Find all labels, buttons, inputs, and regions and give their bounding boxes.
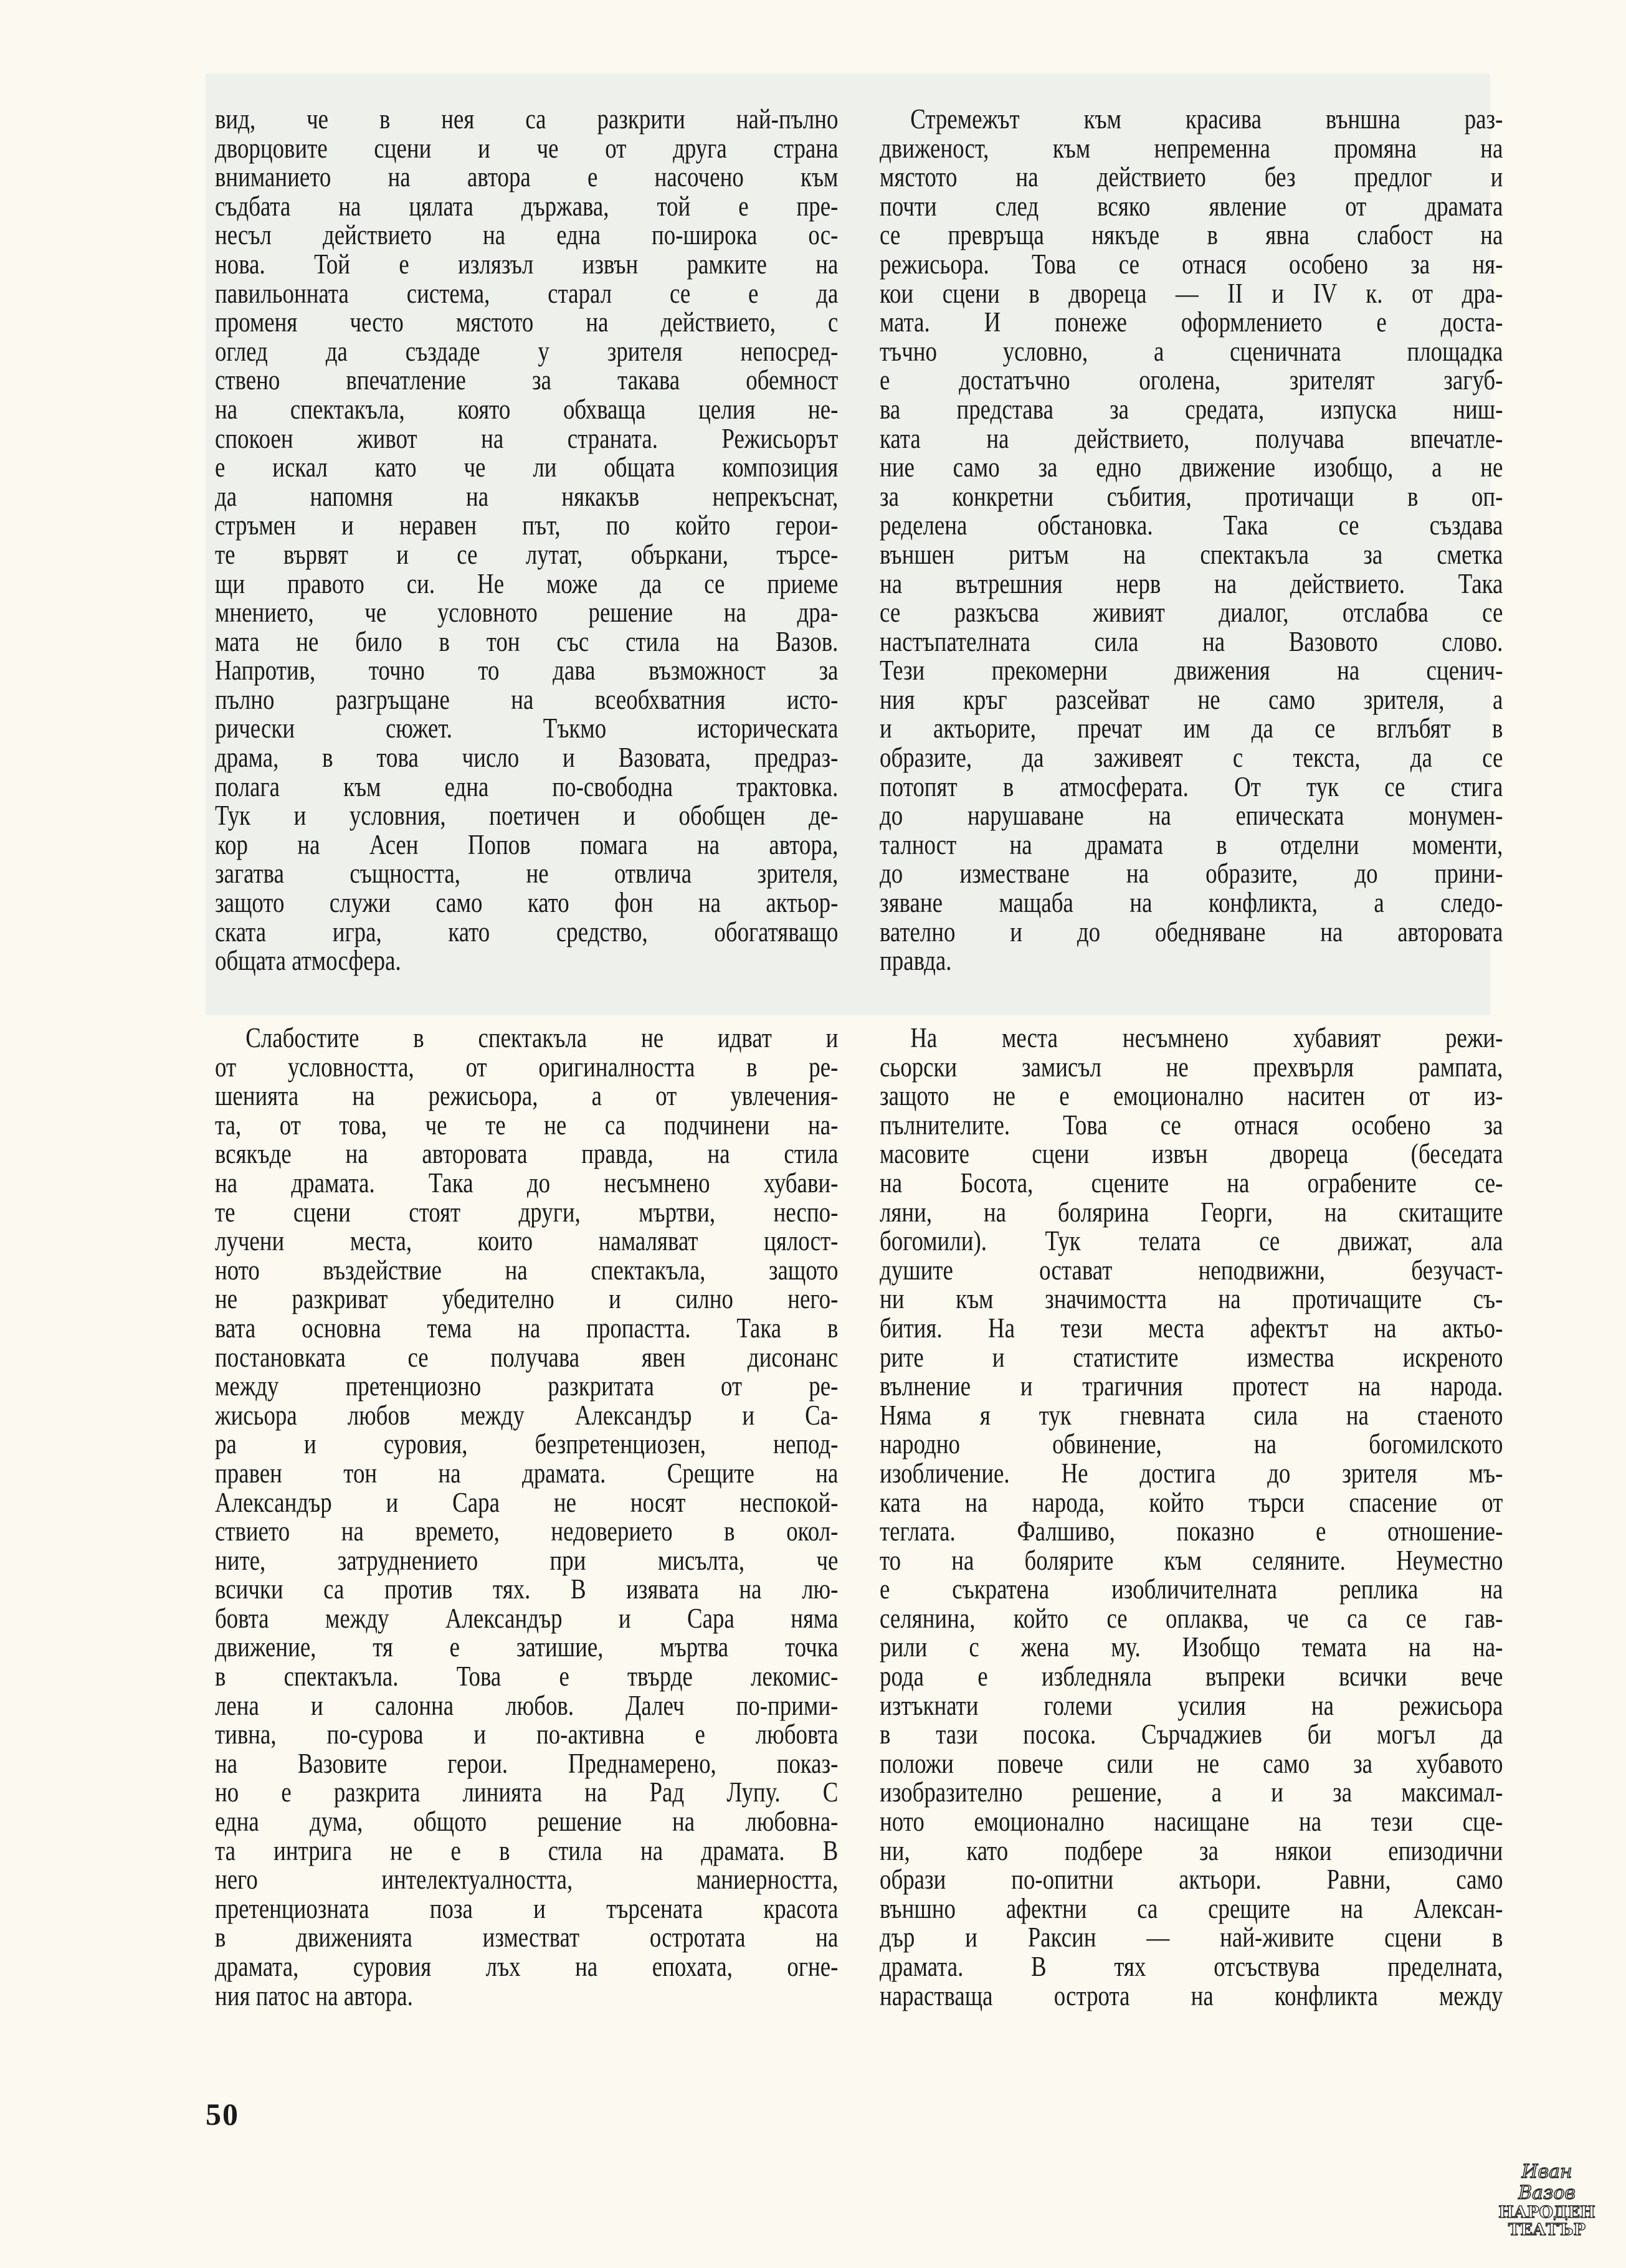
text-line: Няма я тук гневната сила на стаеното: [880, 1399, 1503, 1431]
text-line: в тази посока. Сърчаджиев би могъл да: [880, 1719, 1503, 1750]
text-line: вниманието на автора е насочено към: [215, 161, 839, 193]
text-line: е съкратена изобличителната реплика на: [880, 1573, 1503, 1605]
text-line: на Босота, сцените на ограбените се-: [880, 1167, 1503, 1198]
text-line: Тук и условния, поетичен и обобщен де-: [215, 800, 839, 832]
text-line: талност на драмата в отделни моменти,: [880, 828, 1503, 860]
text-line: почти след всяко явление от драмата: [880, 190, 1503, 222]
text-line: вид, че в нея са разкрити най-пълно: [215, 103, 839, 135]
text-line: Напротив, точно то дава възможност за: [215, 655, 839, 686]
text-line: несъл действието на една по-широка ос-: [215, 219, 839, 251]
text-line: всички са против тях. В изявата на лю-: [215, 1573, 839, 1605]
column-text: [215, 105, 838, 975]
text-line: ределена обстановка. Така се създава: [880, 510, 1503, 541]
text-line: кои сцени в двореца — II и IV к. от дра-: [880, 277, 1503, 309]
text-line: стръмен и неравен път, по който герои-: [215, 510, 839, 541]
text-line: ния патос на автора.: [215, 1980, 413, 2011]
text-line: ствено впечатление за такава обемност: [215, 364, 839, 396]
text-line: та, от това, че те не са подчинени на-: [215, 1109, 839, 1141]
text-line: мнението, че условното решение на дра-: [215, 597, 839, 629]
text-line: дворцовите сцени и че от друга страна: [215, 132, 839, 164]
text-line: теглата. Фалшиво, показно е отношение-: [880, 1516, 1503, 1547]
text-line: зяване мащаба на конфликта, а следо-: [880, 887, 1503, 919]
text-line: тъчно условно, а сценичната площадка: [880, 335, 1503, 367]
text-line: образите, да заживеят с текста, да се: [880, 742, 1503, 774]
text-line: полага към една по-свободна трактовка.: [215, 771, 839, 802]
text-line: Слабостите в спектакъла не идват и: [245, 1022, 839, 1053]
text-line: постановката се получава явен дисонанс: [215, 1341, 839, 1373]
text-line: движеност, към непременна промяна на: [880, 132, 1503, 164]
column-text: [880, 105, 1503, 975]
text-line: оглед да създаде у зрителя непосред-: [215, 335, 839, 367]
text-line: народно обвинение, на богомилското: [880, 1428, 1503, 1460]
text-line: то на болярите към селяните. Неуместно: [880, 1544, 1503, 1576]
logo-line-1: НАРОДЕН: [1498, 2203, 1595, 2222]
text-line: него интелектуалността, маниерността,: [215, 1864, 839, 1896]
text-line: режисьора. Това се отнася особено за ня-: [880, 248, 1503, 280]
text-line: общата атмосфера.: [215, 945, 401, 977]
text-line: мястото на действието без предлог и: [880, 161, 1503, 193]
column-top-left: [215, 105, 838, 975]
text-line: настъпателната сила на Вазовото слово.: [880, 625, 1503, 657]
text-line: драмата, суровия лъх на епохата, огне-: [215, 1951, 839, 1982]
column-bottom-left: [215, 1023, 838, 2010]
text-line: ние само за едно движение изобщо, а не: [880, 452, 1503, 483]
text-line: драмата. В тях отсъствува пределната,: [880, 1951, 1503, 1982]
column-text: [880, 1023, 1503, 2010]
text-line: те сцени стоят други, мъртви, неспо-: [215, 1196, 839, 1228]
paragraph: [215, 105, 838, 975]
column-text: [215, 1023, 838, 2010]
text-line: ните, затруднението при мисълта, че: [215, 1544, 839, 1576]
page-number: 50: [206, 2097, 239, 2132]
text-line: е искал като че ли общата композиция: [215, 452, 839, 483]
text-line: движение, тя е затишие, мъртва точка: [215, 1631, 839, 1663]
text-line: щи правото си. Не може да се приеме: [215, 567, 839, 599]
text-line: до нарушаване на епическата монумен-: [880, 800, 1503, 832]
text-line: положи повече сили не само за хубавото: [880, 1747, 1503, 1779]
text-line: Александър и Сара не носят неспокой-: [215, 1486, 839, 1518]
text-line: в движенията изместват остротата на: [215, 1922, 839, 1953]
text-line: павильонната система, старал се е да: [215, 277, 839, 309]
text-line: ската игра, като средство, обогатяващо: [215, 916, 839, 947]
text-line: до изместване на образите, до прини-: [880, 858, 1503, 890]
text-line: жисьора любов между Александър и Са-: [215, 1399, 839, 1431]
column-bottom-right: [880, 1023, 1503, 2010]
text-line: тивна, по-сурова и по-активна е любовта: [215, 1719, 839, 1750]
text-line: шенията на режисьора, а от увлечения-: [215, 1080, 839, 1112]
text-line: мата не било в тон със стила на Вазов.: [215, 625, 839, 657]
text-line: съдбата на цялата държава, той е пре-: [215, 190, 839, 222]
theatre-logo: [1494, 2161, 1600, 2239]
text-line: спокоен живот на страната. Режисьорът: [215, 422, 839, 454]
paragraph: [215, 1023, 838, 2010]
text-line: Стремежът към красива външна раз-: [910, 103, 1503, 135]
text-line: не разкриват убедително и силно него-: [215, 1283, 839, 1315]
text-line: рите и статистите измества искреното: [880, 1341, 1503, 1373]
text-line: мата. И понеже оформлението е доста-: [880, 306, 1503, 338]
text-line: ния кръг разсейват не само зрителя, а: [880, 683, 1503, 715]
text-line: лена и салонна любов. Далеч по-прими-: [215, 1689, 839, 1721]
text-line: защото служи само като фон на актьор-: [215, 887, 839, 919]
text-line: ни към значимостта на протичащите съ-: [880, 1283, 1503, 1315]
paragraph: [880, 105, 1503, 975]
text-line: те вървят и се лутат, объркани, търсе-: [215, 538, 839, 570]
text-line: пълно разгръщане на всеобхватния исто-: [215, 683, 839, 715]
text-line: е достатъчно оголена, зрителят загуб-: [880, 364, 1503, 396]
text-line: между претенциозно разкритата от ре-: [215, 1370, 839, 1402]
text-line: изобличение. Не достига до зрителя мъ-: [880, 1457, 1503, 1489]
text-line: богомили). Тук телата се движат, ала: [880, 1225, 1503, 1257]
text-line: се разкъсва живият диалог, отслабва се: [880, 597, 1503, 629]
text-line: нова. Той е излязъл извън рамките на: [215, 248, 839, 280]
text-line: на спектакъла, която обхваща целия не-: [215, 393, 839, 425]
text-line: На места несъмнено хубавият режи-: [910, 1022, 1503, 1053]
text-line: бития. На тези места афектът на актьо-: [880, 1312, 1503, 1344]
text-line: дър и Раксин — най-живите сцени в: [880, 1922, 1503, 1953]
text-line: всякъде на авторовата правда, на стила: [215, 1138, 839, 1170]
text-line: променя често мястото на действието, с: [215, 306, 839, 338]
text-line: и актьорите, пречат им да се вглъбят в: [880, 713, 1503, 744]
text-line: за конкретни събития, протичащи в оп-: [880, 480, 1503, 512]
text-line: ра и суровия, безпретенциозен, непод-: [215, 1428, 839, 1460]
text-line: от условността, от оригиналността в ре-: [215, 1051, 839, 1083]
text-line: драма, в това число и Вазовата, предраз-: [215, 742, 839, 774]
text-line: на Вазовите герои. Преднамерено, показ-: [215, 1747, 839, 1779]
text-line: масовите сцени извън двореца (беседата: [880, 1138, 1503, 1170]
text-line: в спектакъла. Това е твърде лекомис-: [215, 1661, 839, 1692]
text-line: вълнение и трагичния протест на народа.: [880, 1370, 1503, 1402]
text-line: Тези прекомерни движения на сценич-: [880, 655, 1503, 686]
text-line: една дума, общото решение на любовна-: [215, 1806, 839, 1838]
text-line: рода е избледняла въпреки всички вече: [880, 1661, 1503, 1692]
text-line: рили с жена му. Изобщо темата на на-: [880, 1631, 1503, 1663]
text-line: външно афектни са срещите на Алексан-: [880, 1892, 1503, 1924]
text-line: да напомня на някакъв непрекъснат,: [215, 480, 839, 512]
text-line: ва представа за средата, изпуска ниш-: [880, 393, 1503, 425]
text-line: ката на народа, който търси спасение от: [880, 1486, 1503, 1518]
logo-line-2: ТЕАТЪР: [1508, 2221, 1586, 2239]
text-line: изтъкнати големи усилия на режисьора: [880, 1689, 1503, 1721]
text-line: рически сюжет. Тъкмо историческата: [215, 713, 839, 744]
text-line: на вътрешния нерв на действието. Така: [880, 567, 1503, 599]
text-line: външен ритъм на спектакъла за сметка: [880, 538, 1503, 570]
text-line: лучени места, които намаляват цялост-: [215, 1225, 839, 1257]
text-line: ното емоционално насищане на тези сце-: [880, 1806, 1503, 1838]
text-line: кор на Асен Попов помага на автора,: [215, 828, 839, 860]
paragraph: [880, 1023, 1503, 2010]
text-line: вателно и до обедняване на авторовата: [880, 916, 1503, 947]
text-line: душите остават неподвижни, безучаст-: [880, 1254, 1503, 1286]
text-line: загатва същността, не отвлича зрителя,: [215, 858, 839, 890]
text-line: изобразително решение, а и за максимал-: [880, 1777, 1503, 1808]
text-line: ното въздействие на спектакъла, защото: [215, 1254, 839, 1286]
logo-signature: Иван Вазов: [1518, 2161, 1576, 2204]
text-line: ката на действието, получава впечатле-: [880, 422, 1503, 454]
text-line: вата основна тема на пропастта. Така в: [215, 1312, 839, 1344]
text-line: ни, като подбере за някои епизодични: [880, 1834, 1503, 1866]
text-line: бовта между Александър и Сара няма: [215, 1602, 839, 1634]
text-line: но е разкрита линията на Рад Лупу. С: [215, 1777, 839, 1808]
text-line: потопят в атмосферата. От тук се стига: [880, 771, 1503, 802]
text-line: ляни, на болярина Георги, на скитащите: [880, 1196, 1503, 1228]
text-line: правда.: [880, 945, 952, 977]
text-line: правен тон на драмата. Срещите на: [215, 1457, 839, 1489]
text-line: та интрига не е в стила на драмата. В: [215, 1834, 839, 1866]
text-line: нарастваща острота на конфликта между: [880, 1980, 1503, 2011]
text-line: пълнителите. Това се отнася особено за: [880, 1109, 1503, 1141]
text-line: селянина, който се оплаква, че са се гав-: [880, 1602, 1503, 1634]
text-line: сьорски замисъл не прехвърля рампата,: [880, 1051, 1503, 1083]
column-top-right: [880, 105, 1503, 975]
text-line: ствието на времето, недоверието в окол-: [215, 1516, 839, 1547]
text-line: на драмата. Така до несъмнено хубави-: [215, 1167, 839, 1198]
text-line: образи по-опитни актьори. Равни, само: [880, 1864, 1503, 1896]
text-line: се превръща някъде в явна слабост на: [880, 219, 1503, 251]
text-line: защото не е емоционално наситен от из-: [880, 1080, 1503, 1112]
text-line: претенциозната поза и търсената красота: [215, 1892, 839, 1924]
